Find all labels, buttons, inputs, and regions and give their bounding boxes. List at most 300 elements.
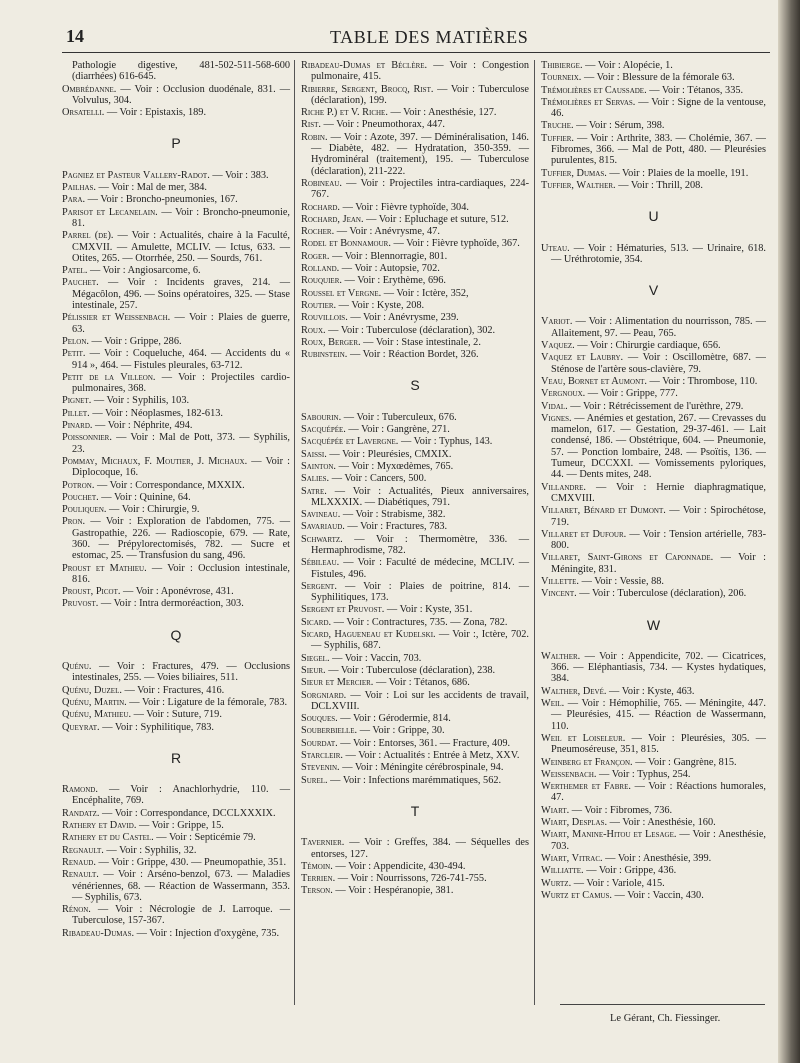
- author-name: Renault.: [62, 869, 99, 881]
- author-name: Roussel et Vergne.: [301, 287, 382, 299]
- entry-references: — Voir : Kyste, 463.: [606, 685, 695, 697]
- author-name: Para.: [62, 194, 86, 206]
- index-entry: [62, 60, 290, 83]
- index-entry: [541, 376, 766, 387]
- footer-rule: [560, 1004, 765, 1005]
- author-name: Pauchet.: [62, 277, 99, 289]
- index-entry: [62, 480, 290, 491]
- index-entry: [301, 337, 529, 348]
- entry-references: — Voir : Kyste, 208.: [336, 299, 425, 311]
- entry-references: — Voir : Fibromes, 736.: [569, 804, 673, 816]
- entry-references: — Voir : Fractures, 783.: [344, 521, 448, 533]
- index-entry: [541, 401, 766, 412]
- index-entry: [541, 388, 766, 399]
- index-entry: [541, 651, 766, 685]
- index-entry: [541, 72, 766, 83]
- author-name: Vignes.: [541, 412, 572, 424]
- author-name: Sergent.: [301, 580, 337, 592]
- author-name: Potron.: [62, 479, 95, 491]
- author-name: Robineau.: [301, 177, 342, 189]
- entry-references: — Voir : Anachlorhydrie, 110. — Encéphalite, 769.: [72, 784, 290, 807]
- index-entry: [301, 653, 529, 664]
- entry-references: — Voir : Intra dermoréaction, 303.: [98, 598, 244, 610]
- index-entry: [541, 878, 766, 889]
- author-name: Walther.: [541, 650, 581, 662]
- author-name: Wiart, Vitrac.: [541, 852, 603, 864]
- index-entry: [541, 243, 766, 266]
- author-name: Sergent et Pruvost.: [301, 604, 385, 616]
- page-title: TABLE DES MATIÈRES: [330, 27, 529, 47]
- entry-references: — Voir : Aponévrose, 431.: [120, 586, 234, 598]
- entry-references: — Voir : Fractures, 416.: [121, 684, 225, 696]
- index-entry: [62, 832, 290, 843]
- author-name: Thibierge.: [541, 60, 583, 71]
- entry-references: — Voir : Néphrite, 494.: [92, 420, 193, 432]
- gerant-signature: Le Gérant, Ch. Fiessinger.: [610, 1013, 721, 1024]
- entry-references: — Voir : Oscillomètre, 687. — Sténose de l'artère sous-clavière, 79.: [551, 352, 766, 375]
- entry-references: — Voir : Arséno-benzol, 673. — Maladies vénériennes, 68. — Réaction de Wassermann, 353. — Syphilis, 673.: [72, 869, 290, 903]
- index-entry: [301, 214, 529, 225]
- entry-references: — Voir : Signe de la ventouse, 46.: [551, 96, 766, 120]
- index-entry: [541, 168, 766, 179]
- author-name: Quénu.: [62, 661, 92, 673]
- author-name: Renaud.: [62, 856, 96, 868]
- author-name: Pelon.: [62, 335, 89, 347]
- section-letter: S: [410, 377, 420, 394]
- index-entry: [301, 604, 529, 615]
- entry-references: — Voir : Alimentation du nourrisson, 785. — Allaitement, 97. — Peau, 765.: [551, 316, 766, 339]
- entry-references: — Voir : Broncho-pneumonie, 81.: [72, 206, 290, 229]
- entry-references: — Voir : Néoplasmes, 182-613.: [89, 407, 223, 419]
- entry-references: — Voir : Greffes, 384. — Séquelles des entorses, 127.: [311, 837, 529, 860]
- entry-references: — Voir : Anévrysme, 47.: [334, 226, 440, 238]
- index-entry: [301, 677, 529, 688]
- index-entry: [62, 170, 290, 181]
- entry-references: — Voir : Epluchage et suture, 512.: [363, 213, 509, 225]
- author-name: Wiart.: [541, 804, 570, 816]
- author-name: Williatte.: [541, 865, 584, 877]
- index-entry: [301, 251, 529, 262]
- index-entry: [541, 85, 766, 96]
- entry-references: — Voir : Réaction Bordet, 326.: [347, 349, 479, 361]
- author-name: Pillet.: [62, 407, 90, 419]
- entry-references: — Voir : Syphilitique, 783.: [99, 721, 214, 733]
- author-name: Rocher.: [301, 226, 335, 238]
- index-entry: [62, 277, 290, 311]
- index-entry: [301, 275, 529, 286]
- index-entry: [541, 552, 766, 575]
- author-name: Trémolières et Caussade.: [541, 84, 647, 96]
- author-name: Pignet.: [62, 395, 92, 407]
- index-entry: [301, 837, 529, 860]
- index-entry: [62, 685, 290, 696]
- author-name: Starcleir.: [301, 750, 343, 762]
- author-name: Parrel (de).: [62, 230, 114, 242]
- entry-references: — Voir : Actualités, chaire à la Faculté, CMXVII. — Amulette, MCLIV. — Ictus, 633. — Otites, 265. — Otorrhée, 250. — Sourds, 761.: [72, 230, 290, 264]
- index-entry: [62, 563, 290, 586]
- author-name: Trémolières et Servas.: [541, 96, 636, 108]
- author-name: Sicard.: [301, 616, 332, 628]
- author-name: Pailhas.: [62, 182, 96, 194]
- index-entry: [541, 529, 766, 552]
- entry-references: — Voir : Fièvre typhoïde, 304.: [340, 201, 469, 213]
- index-entry: [301, 750, 529, 761]
- author-name: Riche P.) et V. Riche.: [301, 107, 388, 119]
- index-entry: [301, 665, 529, 676]
- index-entry: [301, 775, 529, 786]
- author-name: Sacquépée.: [301, 424, 346, 436]
- entry-references: — Voir : Gérodermie, 814.: [337, 713, 451, 725]
- entry-references: — Voir : Hématuries, 513. — Urinaire, 618. — Uréthrotomie, 354.: [551, 242, 766, 265]
- index-entry: [62, 408, 290, 419]
- index-entry: [541, 180, 766, 191]
- entry-references: — Voir : Exploration de l'abdomen, 775. — Gastropathie, 226. — Radioscopie, 679. — Rate, 360. — Prépylorectomisés, 782. — Sucre et estomac, 25. — Transfusion du sang, 496.: [72, 516, 290, 562]
- author-name: Petit.: [62, 348, 86, 360]
- index-entry: [541, 133, 766, 167]
- index-entry: [541, 769, 766, 780]
- author-name: Vidal.: [541, 400, 568, 412]
- entry-references: — Voir : Loi sur les accidents de travail, DCLXVIII.: [311, 689, 529, 712]
- entry-references: — Voir : Projectiles intra-cardiaques, 224-767.: [311, 177, 529, 201]
- author-name: Pagniez et Pasteur Vallery-Radot.: [62, 169, 210, 181]
- index-entry: [301, 325, 529, 336]
- index-entry: [62, 265, 290, 276]
- author-name: Variot.: [541, 316, 573, 328]
- entry-references: — Voir : Projectiles cardio-pulmonaires, 368.: [72, 371, 290, 395]
- author-name: Rochard.: [301, 201, 341, 213]
- entry-references: — Voir : Tétanos, 335.: [646, 84, 744, 96]
- author-name: Villaret et Dufour.: [541, 528, 627, 540]
- author-name: Témoin.: [301, 860, 333, 872]
- author-name: Rodel et Bonnamour.: [301, 238, 391, 250]
- author-name: Villaret, Bénard et Dumont.: [541, 505, 666, 517]
- author-name: Villandre.: [541, 481, 587, 493]
- entry-references: — Voir : Anévrysme, 239.: [347, 312, 459, 324]
- index-entry: [541, 588, 766, 599]
- author-name: Roux, Berger.: [301, 336, 361, 348]
- entry-references: — Voir : Anesthésie, 160.: [607, 817, 716, 829]
- author-name: Sacquépée et Lavergne.: [301, 436, 399, 448]
- entry-references: — Voir : Cancers, 500.: [329, 473, 427, 485]
- index-entry: [301, 107, 529, 118]
- index-entry: [62, 84, 290, 107]
- author-name: Pinard.: [62, 420, 93, 432]
- index-entry: [62, 395, 290, 406]
- author-name: Pommay, Michaux, F. Moutier, J. Michaux.: [62, 455, 248, 467]
- index-entry: [301, 84, 529, 107]
- entry-references: — Voir : Correspondance, MXXIX.: [94, 479, 245, 491]
- index-entry: [301, 534, 529, 557]
- entry-references: — Voir : Epistaxis, 189.: [104, 107, 207, 119]
- author-name: Vincent.: [541, 588, 577, 600]
- author-name: Pélissier et Weissenbach.: [62, 312, 171, 324]
- entry-references: — Voir : Tuberculose (déclaration), 206.: [576, 588, 747, 600]
- entry-references: — Voir : Pneumothorax, 447.: [320, 119, 445, 131]
- entry-references: — Voir : Fièvre typhoïde, 367.: [390, 238, 520, 250]
- entry-references: — Voir : Hespéranopie, 381.: [332, 885, 454, 897]
- page-number: 14: [66, 26, 84, 46]
- index-entry: [301, 762, 529, 773]
- author-name: Sourdat.: [301, 737, 338, 749]
- author-name: Surel.: [301, 774, 328, 786]
- entry-references: — Voir : Autopsie, 702.: [339, 263, 440, 275]
- entry-references: — Voir : Appendicite, 430-494.: [332, 860, 466, 872]
- column-divider: [534, 60, 535, 1005]
- entry-references: — Voir : Tuberculose (déclaration), 199.: [311, 83, 529, 106]
- entry-references: — Voir : Congestion pulmonaire, 415.: [311, 60, 529, 83]
- author-name: Wiart, Manine-Hitou et Lesage.: [541, 829, 677, 841]
- author-name: Veau, Bornet et Aumont.: [541, 375, 647, 387]
- index-entry: [301, 617, 529, 628]
- entry-references: — Voir : Arthrite, 383. — Cholémie, 367. — Fibromes, 366. — Mal de Pott, 480. — Pleurésies purulentes, 815.: [551, 132, 766, 167]
- entry-references: — Voir : Pleurésies, CMXIX.: [326, 448, 452, 460]
- index-entry: [301, 581, 529, 604]
- entry-references: — Voir : Méningite cérébrospinale, 94.: [339, 762, 504, 774]
- index-entry: [301, 119, 529, 130]
- index-entry: [62, 722, 290, 733]
- index-entry: [62, 808, 290, 819]
- author-name: Truche.: [541, 120, 574, 132]
- entry-references: — Voir : Ictère, 352,: [381, 287, 469, 299]
- author-name: Rénon.: [62, 904, 91, 916]
- index-entry: [62, 904, 290, 927]
- author-name: Savariaud.: [301, 521, 345, 533]
- index-entry: [541, 853, 766, 864]
- entry-references: — Voir : Infections marémmatiques, 562.: [327, 774, 502, 786]
- author-name: Orsatelli.: [62, 107, 105, 119]
- author-name: Quénu, Martin.: [62, 696, 127, 708]
- entry-references: — Voir : Occlusion duodénale, 831. — Volvulus, 304.: [72, 83, 290, 106]
- index-entry: [62, 312, 290, 335]
- index-entry: [541, 482, 766, 505]
- index-entry: [62, 348, 290, 371]
- index-entry: [301, 473, 529, 484]
- entry-references: — Voir : Spirochétose, 719.: [551, 505, 766, 528]
- index-entry: [301, 412, 529, 423]
- index-entry: [301, 312, 529, 323]
- index-column-2: [301, 60, 529, 898]
- entry-references: — Voir : Grippe, 777.: [585, 388, 678, 400]
- author-name: Proust, Picot.: [62, 586, 121, 598]
- entry-references: — Voir : Syphilis, 103.: [91, 395, 190, 407]
- entry-references: — Voir : Plaies de guerre, 63.: [72, 312, 290, 335]
- author-name: Regnault.: [62, 844, 104, 856]
- author-name: Vaquez et Laubry.: [541, 352, 624, 364]
- index-entry: [62, 456, 290, 479]
- author-name: Ribadeau-Dumas et Béclère.: [301, 60, 428, 71]
- index-entry: [301, 202, 529, 213]
- index-entry: [301, 713, 529, 724]
- index-entry: [62, 857, 290, 868]
- index-entry: [301, 629, 529, 652]
- author-name: Queyrat.: [62, 721, 100, 733]
- index-entry: [541, 890, 766, 901]
- author-name: Pouchet.: [62, 491, 99, 503]
- author-name: Villette.: [541, 575, 579, 587]
- index-entry: [541, 120, 766, 131]
- entry-references: — Voir : Suture, 719.: [131, 709, 222, 721]
- entry-references: — Voir : Syphilis, 32.: [103, 844, 197, 856]
- entry-references: — Voir : Grippe, 436.: [583, 865, 677, 877]
- author-name: Tuffier, Walther.: [541, 179, 616, 191]
- section-letter: R: [170, 749, 182, 766]
- entry-references: — Voir : Alopécie, 1.: [582, 60, 673, 71]
- index-entry: [301, 178, 529, 201]
- index-entry: [301, 300, 529, 311]
- author-name: Pouliquen.: [62, 504, 107, 516]
- entry-references: — Voir : Tuberculose (déclaration), 238.: [325, 664, 496, 676]
- author-name: Parisot et Lecanelain.: [62, 206, 158, 218]
- index-entry: [62, 598, 290, 609]
- entry-references: — Voir : Typhus, 254.: [596, 768, 691, 780]
- index-entry: [301, 486, 529, 509]
- index-entry: [62, 372, 290, 395]
- index-entry: [541, 698, 766, 732]
- author-name: Sieur et Mercier.: [301, 677, 374, 689]
- entry-references: — Voir : Strabisme, 382.: [340, 509, 446, 521]
- author-name: Villaret, Saint-Girons et Caponnade.: [541, 552, 714, 564]
- author-name: Souques.: [301, 713, 338, 725]
- author-name: Tuffier, Dumas.: [541, 167, 607, 179]
- author-name: Werthemer et Fabre.: [541, 781, 631, 793]
- entry-references: — Voir : Rétrécissement de l'urèthre, 279.: [567, 400, 744, 412]
- entry-references: — Voir : Coqueluche, 464. — Accidents du « 914 », 464. — Fistules pleurales, 63-712.: [72, 348, 290, 371]
- author-name: Quénu, Mathieu.: [62, 709, 132, 721]
- section-letter: W: [646, 616, 661, 633]
- author-name: Weinberg et Françon.: [541, 756, 633, 768]
- author-name: Tuffier.: [541, 132, 574, 144]
- author-name: Salies.: [301, 473, 330, 485]
- entry-references: — Voir : Blennorragie, 801.: [329, 250, 448, 262]
- index-entry: [62, 845, 290, 856]
- author-name: Weil et Loiseleur.: [541, 732, 626, 744]
- author-name: Proust et Mathieu.: [62, 562, 147, 574]
- author-name: Pron.: [62, 516, 86, 528]
- index-entry: [541, 781, 766, 804]
- entry-references: — Voir : Nécrologie de J. Larroque. — Tuberculose, 157-367.: [72, 904, 290, 927]
- entry-references: — Voir : Azote, 397. — Déminéralisation, 146. — Diabète, 482. — Hydratation, 350-359. — Hydrominéral (traitement), 195. — Tuberculose (déclaration), 211-222.: [311, 131, 529, 177]
- entry-references: — Voir : Stase intestinale, 2.: [360, 336, 481, 348]
- author-name: Vaquez.: [541, 340, 575, 352]
- entry-references: — Voir : 383.: [209, 169, 269, 181]
- index-entry: [301, 263, 529, 274]
- index-entry: [301, 509, 529, 520]
- entry-references: — Voir : Plaies de poitrine, 814. — Syphilitiques, 173.: [311, 580, 529, 604]
- index-entry: [541, 60, 766, 71]
- author-name: Sainton.: [301, 460, 337, 472]
- entry-references: — Voir : Thrill, 208.: [615, 179, 703, 191]
- author-name: Sicard, Hagueneau et Kudelski.: [301, 629, 436, 641]
- index-column-3: [541, 60, 766, 1005]
- author-name: Rolland.: [301, 263, 340, 275]
- entry-references: — Voir : Tétanos, 686.: [373, 677, 470, 689]
- author-name: Roux.: [301, 324, 326, 336]
- section-letter: T: [410, 802, 420, 819]
- entry-references: — Voir : Diplocoque, 16.: [72, 455, 290, 479]
- index-entry: [62, 504, 290, 515]
- author-name: Rathery et du Castel.: [62, 832, 154, 844]
- author-name: Weil.: [541, 698, 565, 710]
- entry-references: — Voir : Mal de Pott, 373. — Syphilis, 23.: [72, 432, 290, 455]
- entry-references: — Voir : Typhus, 143.: [398, 436, 493, 448]
- author-name: Randatz.: [62, 807, 100, 819]
- entry-references: — Voir : Vaccin, 430.: [611, 889, 704, 901]
- index-entry: [301, 226, 529, 237]
- index-entry: [62, 336, 290, 347]
- author-name: Routier.: [301, 299, 337, 311]
- author-name: Saissi.: [301, 448, 327, 460]
- entry-references: — Voir : Nourrissons, 726-741-755.: [335, 873, 487, 885]
- index-entry: [62, 820, 290, 831]
- index-entry: [62, 661, 290, 684]
- index-entry: [541, 413, 766, 481]
- entry-references: — Voir : Blessure de la fémorale 63.: [581, 72, 735, 84]
- author-name: Savineau.: [301, 509, 341, 521]
- entry-references: — Voir : Vaccin, 703.: [329, 652, 422, 664]
- entry-references: — Voir : Mal de mer, 384.: [95, 182, 208, 194]
- index-entry: [62, 928, 290, 939]
- index-entry: [541, 686, 766, 697]
- index-entry: [62, 709, 290, 720]
- index-entry: [541, 505, 766, 528]
- entry-references: — Voir : Angiosarcome, 6.: [87, 265, 201, 277]
- entry-references: — Voir : Actualités : Entrée à Metz, XXV.: [342, 750, 520, 762]
- section-letter: Q: [170, 626, 182, 643]
- author-name: Poissonnier.: [62, 432, 112, 444]
- index-entry: [541, 733, 766, 756]
- author-name: Ribadeau-Dumas.: [62, 927, 135, 939]
- entry-references: — Voir : Anesthésie, 703.: [551, 829, 766, 852]
- entry-references: — Voir : Septicémie 79.: [153, 832, 256, 844]
- author-name: Petit de la Villeon.: [62, 371, 156, 383]
- author-name: Satre.: [301, 485, 327, 497]
- entry-references: — Voir : Tension artérielle, 783-800.: [551, 528, 766, 552]
- index-entry: [301, 861, 529, 872]
- index-entry: [541, 817, 766, 828]
- index-entry: [301, 690, 529, 713]
- index-entry: [541, 352, 766, 375]
- entry-references: — Voir : Variole, 415.: [571, 877, 665, 889]
- index-entry: [301, 521, 529, 532]
- entry-references: — Voir : Myxœdèmes, 765.: [336, 460, 454, 472]
- index-entry: [301, 885, 529, 896]
- entry-references: — Voir : Actualités, Pieux anniversaires, MLXXXIX. — Diabétiques, 791.: [311, 485, 529, 508]
- entry-references: — Voir : Chirurgie cardiaque, 656.: [574, 340, 721, 352]
- entry-references: — Voir :, Ictère, 702. — Syphilis, 687.: [311, 629, 529, 652]
- index-entry: [62, 784, 290, 807]
- entry-references: — Voir : Plaies de la moelle, 191.: [606, 167, 749, 179]
- index-entry: [62, 420, 290, 431]
- author-name: Rist.: [301, 119, 321, 131]
- index-entry: [62, 182, 290, 193]
- index-entry: [301, 557, 529, 580]
- author-name: Patel.: [62, 265, 88, 277]
- index-entry: [541, 829, 766, 852]
- index-entry: [301, 725, 529, 736]
- author-name: Sieur.: [301, 664, 326, 676]
- entry-references: — Voir : Tuberculeux, 676.: [341, 411, 457, 423]
- author-name: Terson.: [301, 885, 333, 897]
- author-name: Rouvillois.: [301, 312, 348, 324]
- entry-references: — Voir : Ligature de la fémorale, 783.: [126, 696, 288, 708]
- index-entry: [62, 516, 290, 561]
- index-entry: [301, 738, 529, 749]
- author-name: Tourneix.: [541, 72, 582, 84]
- index-entry: [62, 869, 290, 903]
- author-name: Stevenin.: [301, 762, 340, 774]
- index-entry: [301, 132, 529, 177]
- author-name: Rathery et David.: [62, 820, 137, 832]
